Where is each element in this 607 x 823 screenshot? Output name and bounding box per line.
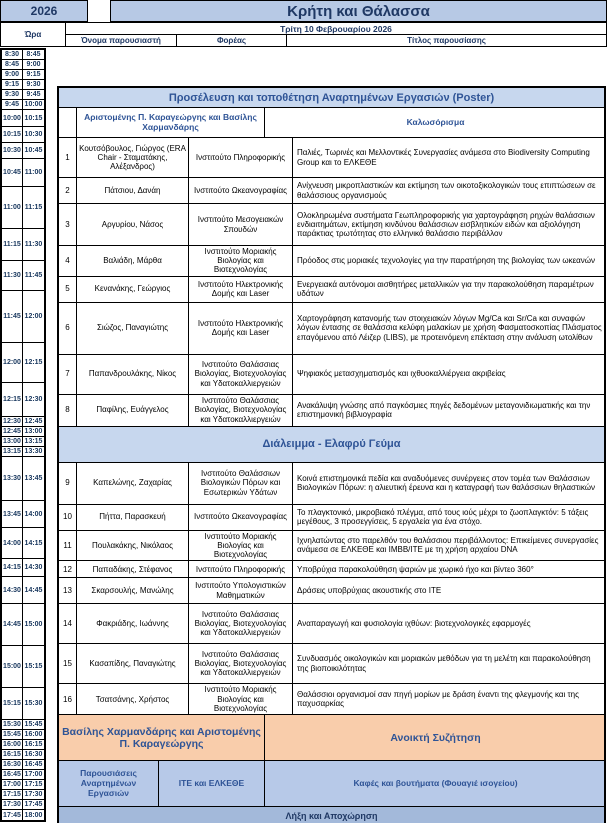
time-end: 15:45	[24, 721, 43, 728]
session-row	[59, 178, 604, 204]
time-slot-row	[2, 80, 44, 90]
presentation-title: Ψηφιακός μετασχηματισμός και ιχθυοκαλλιέργεια ακριβείας	[297, 369, 506, 379]
organization-name: Ινστιτούτο Θαλάσσιων Βιολογικών Πόρων και Εσωτερικών Υδάτων	[189, 463, 293, 504]
time-end: 16:30	[24, 751, 43, 758]
organization-name: Ινστιτούτο Πληροφορικής	[189, 138, 293, 177]
presenter-name: Σιώζος, Παναγιώτης	[77, 303, 189, 354]
presenter-name: Κενανάκης, Γεώργιος	[77, 277, 189, 302]
chair-names: Αριστομένης Π. Καραγεώργης και Βασίλης Χαρμανδάρης	[77, 108, 265, 137]
time-start: 9:00	[2, 70, 23, 79]
time-start: 10:45	[2, 159, 23, 186]
time-slot-row	[2, 740, 44, 750]
time-start: 14:30	[2, 577, 23, 603]
time-start: 14:15	[2, 559, 23, 576]
time-end: 11:30	[24, 241, 43, 248]
presenter-name: Φακριάδης, Ιωάννης	[77, 604, 189, 643]
time-end: 13:30	[24, 448, 43, 455]
organization-name: Ινστιτούτο Μεσογειακών Σπουδών	[189, 204, 293, 245]
time-start: 17:30	[2, 800, 23, 809]
time-end: 10:45	[24, 147, 43, 154]
time-slot-row	[2, 528, 44, 559]
time-end: 13:45	[24, 475, 43, 482]
session-number: 10	[59, 505, 77, 530]
time-start: 11:15	[2, 229, 23, 260]
organization-name: Ινστιτούτο Ηλεκτρονικής Δομής και Laser	[189, 277, 293, 302]
session-row	[59, 138, 604, 178]
session-number: 2	[59, 178, 77, 203]
time-start: 13:30	[2, 457, 23, 500]
time-slot-row	[2, 110, 44, 127]
presentation-title: Ανακάλυψη γνώσης από παγκόσμιες πηγές δεδομένων μεταγονιδιωματικής και την επιστημονική βιβλιογραφία	[297, 400, 591, 420]
time-end: 16:00	[24, 731, 43, 738]
session-number	[59, 108, 77, 137]
time-start: 16:15	[2, 750, 23, 759]
time-slot-row	[2, 646, 44, 688]
time-slot-row	[2, 383, 44, 417]
organization-name: Ινστιτούτο Μοριακής Βιολογίας και Βιοτεχνολογίας	[189, 531, 293, 561]
time-slot-row	[2, 720, 44, 730]
presentation-title: Θαλάσσιοι οργανισμοί σαν πηγή μορίων με δράση έναντι της φλεγμονής και της παχυσαρκίας	[297, 689, 579, 709]
presentation-title: Κοινά επιστημονικά πεδία και αναδυόμενες συνέργειες στον τομέα των Θαλάσσιων Βιολογικών Πόρων: η αλιευτική έρευνα και η καταγραφή των θαλάσσιων θηλαστικών	[297, 473, 595, 493]
time-slot-row	[2, 159, 44, 187]
presentation-title: Παλιές, Τωρινές και Μελλοντικές Συνεργασίες ανάμεσα στο Biodiversity Computing Group και το ΕΛΚΕΘΕ	[297, 148, 590, 167]
session-row	[59, 246, 604, 277]
time-end: 17:00	[24, 771, 43, 778]
time-slot-row	[2, 90, 44, 100]
session-number: 9	[59, 463, 77, 504]
time-start: 14:45	[2, 604, 23, 645]
presenter-name: Κασαπίδης, Παναγιώτης	[77, 644, 189, 683]
time-slot-row	[2, 501, 44, 528]
time-end: 15:00	[24, 621, 43, 628]
time-start: 12:45	[2, 427, 23, 436]
time-slot-row	[2, 770, 44, 780]
session-number: 5	[59, 277, 77, 302]
time-end: 12:30	[24, 396, 43, 403]
time-start: 16:45	[2, 770, 23, 779]
organization-name: Ινστιτούτο Θαλάσσιας Βιολογίας, Βιοτεχνολογίας και Υδατοκαλλιεργειών	[189, 355, 293, 394]
poster-presentations-label: Παρουσιάσεις Αναρτημένων Εργασιών	[59, 761, 159, 806]
organization-name: Ινστιτούτο Ωκεανογραφίας	[189, 178, 293, 203]
section-banner	[59, 88, 604, 108]
time-slot-row	[2, 800, 44, 810]
session-row	[59, 561, 604, 578]
presentation-title: Υποβρύχια παρακολούθηση ψαριών με χωρικό ήχο και βίντεο 360°	[297, 564, 534, 574]
section-banner-label: Προσέλευση και τοποθέτηση Αναρτημένων Εργασιών (Poster)	[168, 91, 495, 104]
time-end: 17:15	[24, 781, 43, 788]
time-slot-row	[2, 427, 44, 437]
section-banner-label: Λήξη και Αποχώρηση	[285, 810, 378, 821]
session-number: 13	[59, 578, 77, 603]
time-end: 10:15	[24, 114, 43, 122]
time-end: 14:30	[24, 564, 43, 571]
session-row	[59, 204, 604, 246]
presenter-name: Κουτσόβουλος, Γιώργος (ERA Chair - Σταματάκης, Αλέξανδρος)	[77, 138, 189, 177]
organization-column-header: Φορέας	[177, 35, 287, 47]
time-slot-row	[2, 261, 44, 291]
session-row	[59, 277, 604, 303]
presenter-name: Βαλιάδη, Μάρθα	[77, 246, 189, 276]
time-start: 10:00	[2, 110, 23, 126]
organization-name: Ινστιτούτο Ωκεανογραφίας	[189, 505, 293, 530]
organization-name: Ινστιτούτο Πληροφορικής	[189, 561, 293, 577]
time-start: 10:15	[2, 127, 23, 142]
time-start: 12:00	[2, 343, 23, 382]
title-column-header: Τίτλος παρουσίασης	[287, 35, 607, 47]
time-slot-row	[2, 417, 44, 427]
time-start: 15:00	[2, 646, 23, 687]
time-start: 15:15	[2, 688, 23, 719]
time-slot-row	[2, 760, 44, 770]
time-start: 11:45	[2, 291, 23, 342]
session-number: 16	[59, 684, 77, 714]
session-number: 3	[59, 204, 77, 245]
presenter-name: Καπελώνης, Ζαχαρίας	[77, 463, 189, 504]
time-end: 12:00	[24, 313, 43, 320]
session-row	[59, 303, 604, 355]
time-slot-row	[2, 604, 44, 646]
time-end: 9:30	[26, 81, 41, 88]
session-number: 12	[59, 561, 77, 577]
time-slot-row	[2, 810, 44, 820]
time-end: 11:15	[24, 204, 43, 211]
session-number: 8	[59, 395, 77, 426]
coffee-break-label: Καφές και βουτήματα (Φουαγιέ ισογείου)	[353, 777, 518, 788]
time-end: 8:45	[26, 51, 41, 58]
session-row	[59, 604, 604, 644]
time-slot-row	[2, 60, 44, 70]
presentation-title: Συνδυασμός οικολογικών και μοριακών μεθόδων για τη μελέτη και παρακολούθηση της βιοποικιλότητας	[297, 654, 591, 673]
presenter-name: Παπανδρουλάκης, Νίκος	[77, 355, 189, 394]
time-slot-row	[2, 50, 44, 60]
time-end: 12:45	[24, 418, 43, 425]
time-start: 12:15	[2, 383, 23, 416]
time-slot-row	[2, 577, 44, 604]
presentation-title: Ιχνηλατώντας στο παρελθόν του θαλάσσιου περιβάλλοντος: Επικείμενες συνεργασίες ανάμεσα σε ΕΛΚΕΘΕ και ΙΜΒΒ/ΙΤΕ με τη χρήση αρχαίου DNA	[297, 536, 599, 555]
time-slot-row	[2, 750, 44, 760]
open-discussion-label: Ανοικτή Συζήτηση	[390, 731, 481, 744]
presentation-title: Χαρτογράφηση κατανομής των στοιχειακών λόγων Mg/Ca και Sr/Ca και συναφών λόγων έντασης σε θαλάσσια κελύφη μαλακίων με χρήση Φασματοσκοπίας Πλάσματος επαγόμενου από Λέιζερ (LIBS), με προτεινόμενη επέκταση στην ανάλυση ωτολίθων	[297, 314, 602, 342]
time-end: 13:00	[24, 428, 43, 435]
time-end: 9:45	[26, 91, 41, 98]
organization-name: Ινστιτούτο Ηλεκτρονικής Δομής και Laser	[189, 303, 293, 354]
session-row	[59, 578, 604, 604]
presenter-name: Παπαδάκης, Στέφανος	[77, 561, 189, 577]
session-number: 7	[59, 355, 77, 394]
date-header: Τρίτη 10 Φεβρουαρίου 2026	[66, 22, 607, 35]
time-slot-row	[2, 730, 44, 740]
organization-name: Ινστιτούτο Μοριακής Βιολογίας και Βιοτεχνολογίας	[189, 246, 293, 276]
time-start: 16:00	[2, 740, 23, 749]
welcome-row	[59, 108, 604, 138]
time-slot-row	[2, 143, 44, 159]
presenter-name: Σκαρσουλής, Μανώλης	[77, 578, 189, 603]
time-end: 10:30	[24, 131, 43, 138]
time-start: 17:00	[2, 780, 23, 789]
time-slot-row	[2, 229, 44, 261]
time-start: 9:15	[2, 80, 23, 89]
time-start: 17:15	[2, 790, 23, 799]
organization-name: Ινστιτούτο Υπολογιστικών Μαθηματικών	[189, 578, 293, 603]
presenter-name: Τσατσάνης, Χρήστος	[77, 684, 189, 714]
time-column-header: Ώρα	[0, 22, 66, 47]
schedule-table	[57, 86, 606, 823]
time-end: 15:30	[24, 700, 43, 707]
time-slot-row	[2, 559, 44, 577]
time-end: 13:15	[24, 438, 43, 445]
session-row	[59, 355, 604, 395]
welcome-label: Καλωσόρισμα	[406, 116, 465, 127]
time-slot-row	[2, 437, 44, 447]
presenter-column-header: Όνομα παρουσιαστή	[66, 35, 177, 47]
presentation-title: Δράσεις υποβρύχιας ακουστικής στο ΙΤΕ	[297, 586, 442, 596]
time-slot-row	[2, 70, 44, 80]
time-end: 11:45	[24, 272, 43, 279]
time-start: 8:30	[2, 50, 23, 59]
time-start: 11:00	[2, 187, 23, 228]
time-start: 8:45	[2, 60, 23, 69]
time-start: 13:15	[2, 447, 23, 456]
time-start: 13:00	[2, 437, 23, 446]
time-end: 17:45	[24, 801, 43, 808]
time-slot-row	[2, 127, 44, 143]
session-row	[59, 395, 604, 427]
session-number: 1	[59, 138, 77, 177]
time-end: 17:30	[24, 791, 43, 798]
time-start: 15:45	[2, 730, 23, 739]
time-slot-row	[2, 790, 44, 800]
time-start: 17:45	[2, 810, 23, 820]
time-end: 9:00	[26, 61, 41, 68]
time-end: 14:15	[24, 539, 43, 547]
time-slot-row	[2, 291, 44, 343]
time-slot-row	[2, 187, 44, 229]
time-start: 11:30	[2, 261, 23, 290]
time-end: 16:45	[24, 761, 43, 768]
time-start: 9:45	[2, 100, 23, 109]
presentation-title: Ολοκληρωμένα συστήματα Γεωπληροφορικής για χαρτογράφηση ρηχών θαλάσσιων ενδιαιτημάτων, εκτίμηση κινδύνου θαλάσσιων εισβλητικών ειδών και αξιολόγηση παράκτιας τρωτότητας στο ελληνικό θαλάσσιο περιβάλλον	[297, 210, 595, 239]
time-end: 15:15	[24, 663, 43, 670]
session-number: 11	[59, 531, 77, 561]
presentation-title: Ενεργειακά αυτόνομοι αισθητήρες μεταλλικών για την παρακολούθηση παραμέτρων υδάτων	[297, 279, 594, 299]
session-row	[59, 463, 604, 505]
institutions-label: ΙΤΕ και ΕΛΚΕΘΕ	[159, 761, 265, 806]
presentation-title: Πρόοδος στις μοριακές τεχνολογίες για την παρατήρηση της βιολογίας των ωκεανών	[297, 256, 596, 266]
organization-name: Ινστιτούτο Θαλάσσιας Βιολογίας, Βιοτεχνολογίας και Υδατοκαλλιεργειών	[189, 604, 293, 643]
time-start: 12:30	[2, 417, 23, 426]
chair-names: Βασίλης Χαρμανδάρης και Αριστομένης Π. Καραγεώργης	[59, 715, 265, 760]
time-end: 10:00	[24, 101, 43, 108]
time-end: 14:00	[24, 510, 43, 518]
organization-name: Ινστιτούτο Θαλάσσιας Βιολογίας, Βιοτεχνολογίας και Υδατοκαλλιεργειών	[189, 644, 293, 683]
time-start: 14:00	[2, 528, 23, 558]
time-end: 9:15	[26, 71, 41, 78]
presentation-title: Αναπαραγωγή και φυσιολογία ιχθύων: βιοτεχνολογικές εφαρμογές	[297, 619, 531, 629]
time-start: 13:45	[2, 501, 23, 527]
session-row	[59, 531, 604, 562]
session-row	[59, 644, 604, 684]
time-slot-row	[2, 343, 44, 383]
organization-name: Ινστιτούτο Μοριακής Βιολογίας και Βιοτεχνολογίας	[189, 684, 293, 714]
time-slot-row	[2, 447, 44, 457]
time-column	[0, 48, 46, 822]
time-slot-row	[2, 100, 44, 110]
time-end: 12:15	[24, 359, 43, 366]
time-start: 9:30	[2, 90, 23, 99]
time-end: 11:00	[24, 169, 43, 176]
session-number: 6	[59, 303, 77, 354]
presenter-name: Πάτσιου, Δανάη	[77, 178, 189, 203]
poster-presentations-row	[59, 761, 604, 807]
presenter-name: Πήττα, Παρασκευή	[77, 505, 189, 530]
session-row	[59, 505, 604, 531]
session-number: 14	[59, 604, 77, 643]
time-start: 10:30	[2, 143, 23, 158]
time-slot-row	[2, 780, 44, 790]
organization-name: Ινστιτούτο Θαλάσσιας Βιολογίας, Βιοτεχνολογίας και Υδατοκαλλιεργειών	[189, 395, 293, 426]
session-number: 4	[59, 246, 77, 276]
time-end: 14:45	[24, 586, 43, 594]
open-discussion-row	[59, 715, 604, 761]
presenter-name: Πουλακάκης, Νικόλαος	[77, 531, 189, 561]
section-banner	[59, 427, 604, 463]
page-title: Κρήτη και Θάλασσα	[110, 0, 607, 22]
session-row	[59, 684, 604, 715]
time-slot-row	[2, 457, 44, 501]
section-banner-label: Διάλειμμα - Ελαφρύ Γεύμα	[262, 438, 401, 451]
time-end: 16:15	[24, 741, 43, 748]
year-badge: 2026	[0, 0, 88, 22]
presenter-name: Παφίλης, Ευάγγελος	[77, 395, 189, 426]
presentation-title: Ανίχνευση μικροπλαστικών και εκτίμηση των οικοτοξικολογικών τους επιπτώσεων σε θαλάσσιους οργανισμούς	[297, 181, 596, 200]
time-start: 15:30	[2, 720, 23, 729]
session-number: 15	[59, 644, 77, 683]
presentation-title: Το πλαγκτονικό, μικροβιακό πλέγμα, από τους ιούς μέχρι το ζωοπλαγκτόν: 5 τάξεις μεγέθους, 3 προσεγγίσεις, 5 εργαλεία για ένα στόχο.	[297, 507, 589, 527]
time-start: 16:30	[2, 760, 23, 769]
time-slot-row	[2, 688, 44, 720]
closing-banner	[59, 807, 604, 823]
presenter-name: Αργυρίου, Νάσος	[77, 204, 189, 245]
time-end: 18:00	[24, 811, 43, 819]
